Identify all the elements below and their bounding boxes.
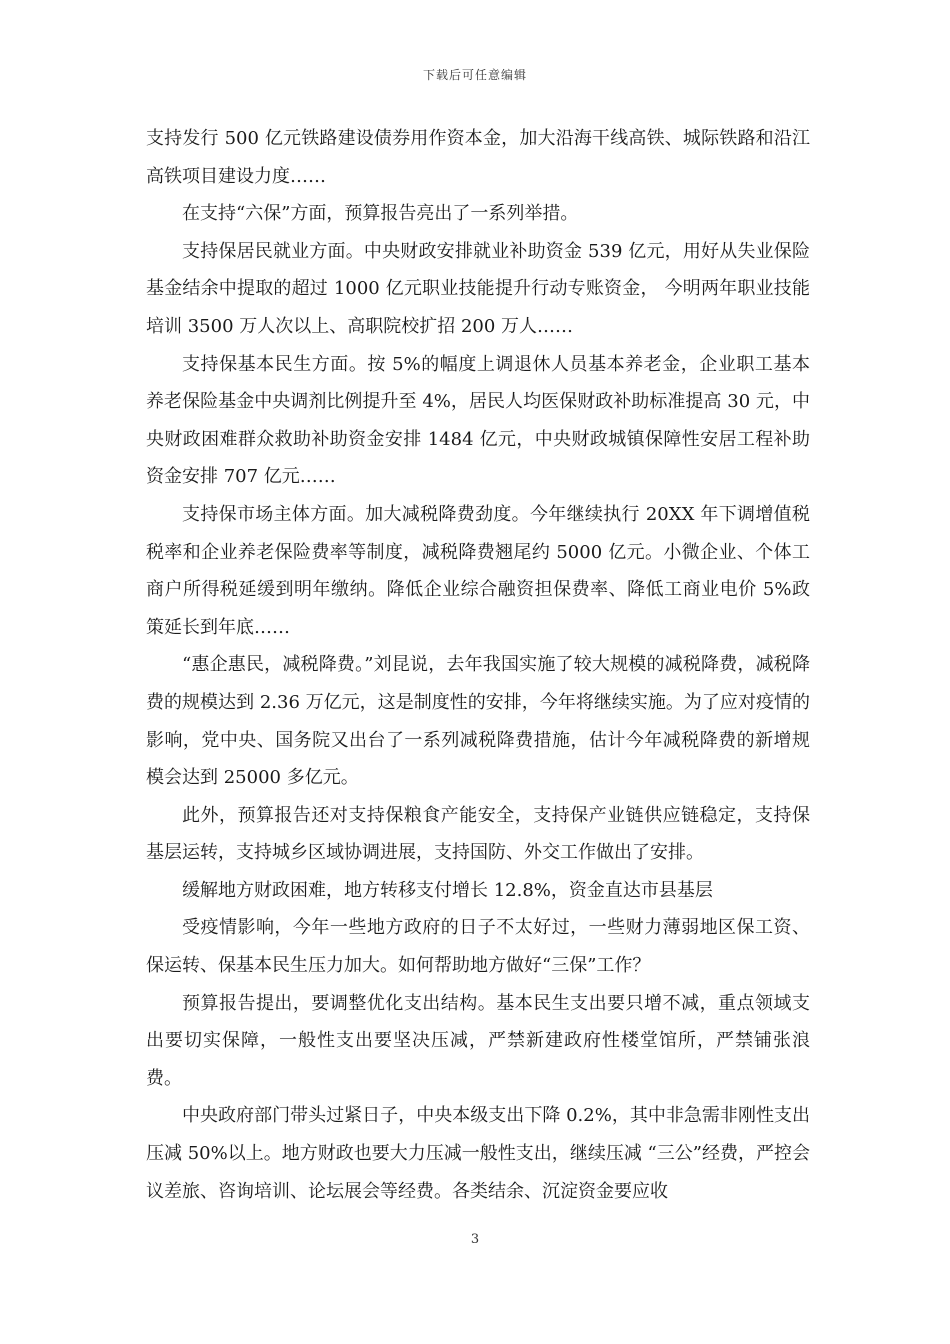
paragraph: 支持保基本民生方面。按 5%的幅度上调退休人员基本养老金，企业职工基本养老保险基金中央调剂比例提升至 4%，居民人均医保财政补助标准提高 30 元，中央财政困难群众救助补助资金安排 1484 亿元，中央财政城镇保障性安居工程补助资金安排 707 亿元……	[146, 353, 810, 488]
document-body	[146, 120, 810, 1210]
paragraph: 支持保市场主体方面。加大减税降费劲度。今年继续执行 20XX 年下调增值税税率和企业养老保险费率等制度，减税降费翘尾约 5000 亿元。小微企业、个体工商户所得税延缓到明年缴纳。降低企业综合融资担保费率、降低工商业电价 5%政策延长到年底……	[146, 503, 810, 638]
paragraph: 支持保居民就业方面。中央财政安排就业补助资金 539 亿元，用好从失业保险基金结余中提取的超过 1000 亿元职业技能提升行动专账资金， 今明两年职业技能培训 3500 万人次以上、高职院校扩招 200 万人……	[146, 240, 810, 337]
paragraph: 此外，预算报告还对支持保粮食产能安全，支持保产业链供应链稳定，支持保基层运转，支持城乡区域协调进展，支持国防、外交工作做出了安排。	[146, 804, 810, 864]
page-number: 3	[470, 1232, 480, 1247]
paragraph: 在支持“六保”方面，预算报告亮出了一系列举措。	[182, 203, 579, 225]
paragraph: 预算报告提出，要调整优化支出结构。基本民生支出要只增不减，重点领域支出要切实保障，一般性支出要坚决压减，严禁新建政府性楼堂馆所，严禁铺张浪费。	[146, 992, 810, 1089]
paragraph: “惠企惠民，减税降费。”刘昆说，去年我国实施了较大规模的减税降费，减税降费的规模达到 2.36 万亿元，这是制度性的安排，今年将继续实施。为了应对疫情的影响，党中央、国务院又出台了一系列减税降费措施，估计今年减税降费的新增规模会达到 25000 多亿元。	[146, 654, 810, 789]
page-header-note: 下载后可任意编辑	[422, 68, 527, 82]
paragraph: 支持发行 500 亿元铁路建设债券用作资本金，加大沿海干线高铁、城际铁路和沿江高铁项目建设力度……	[146, 128, 810, 187]
section-heading: 缓解地方财政困难，地方转移支付增长 12.8%，资金直达市县基层	[182, 879, 713, 901]
paragraph: 受疫情影响，今年一些地方政府的日子不太好过，一些财力薄弱地区保工资、保运转、保基本民生压力加大。如何帮助地方做好“三保”工作？	[146, 917, 810, 977]
paragraph: 中央政府部门带头过紧日子，中央本级支出下降 0.2%，其中非急需非刚性支出压减 50%以上。地方财政也要大力压减一般性支出，继续压减 “三公”经费，严控会议差旅、咨询培训、论坛展会等经费。各类结余、沉淀资金要应收	[146, 1105, 810, 1202]
